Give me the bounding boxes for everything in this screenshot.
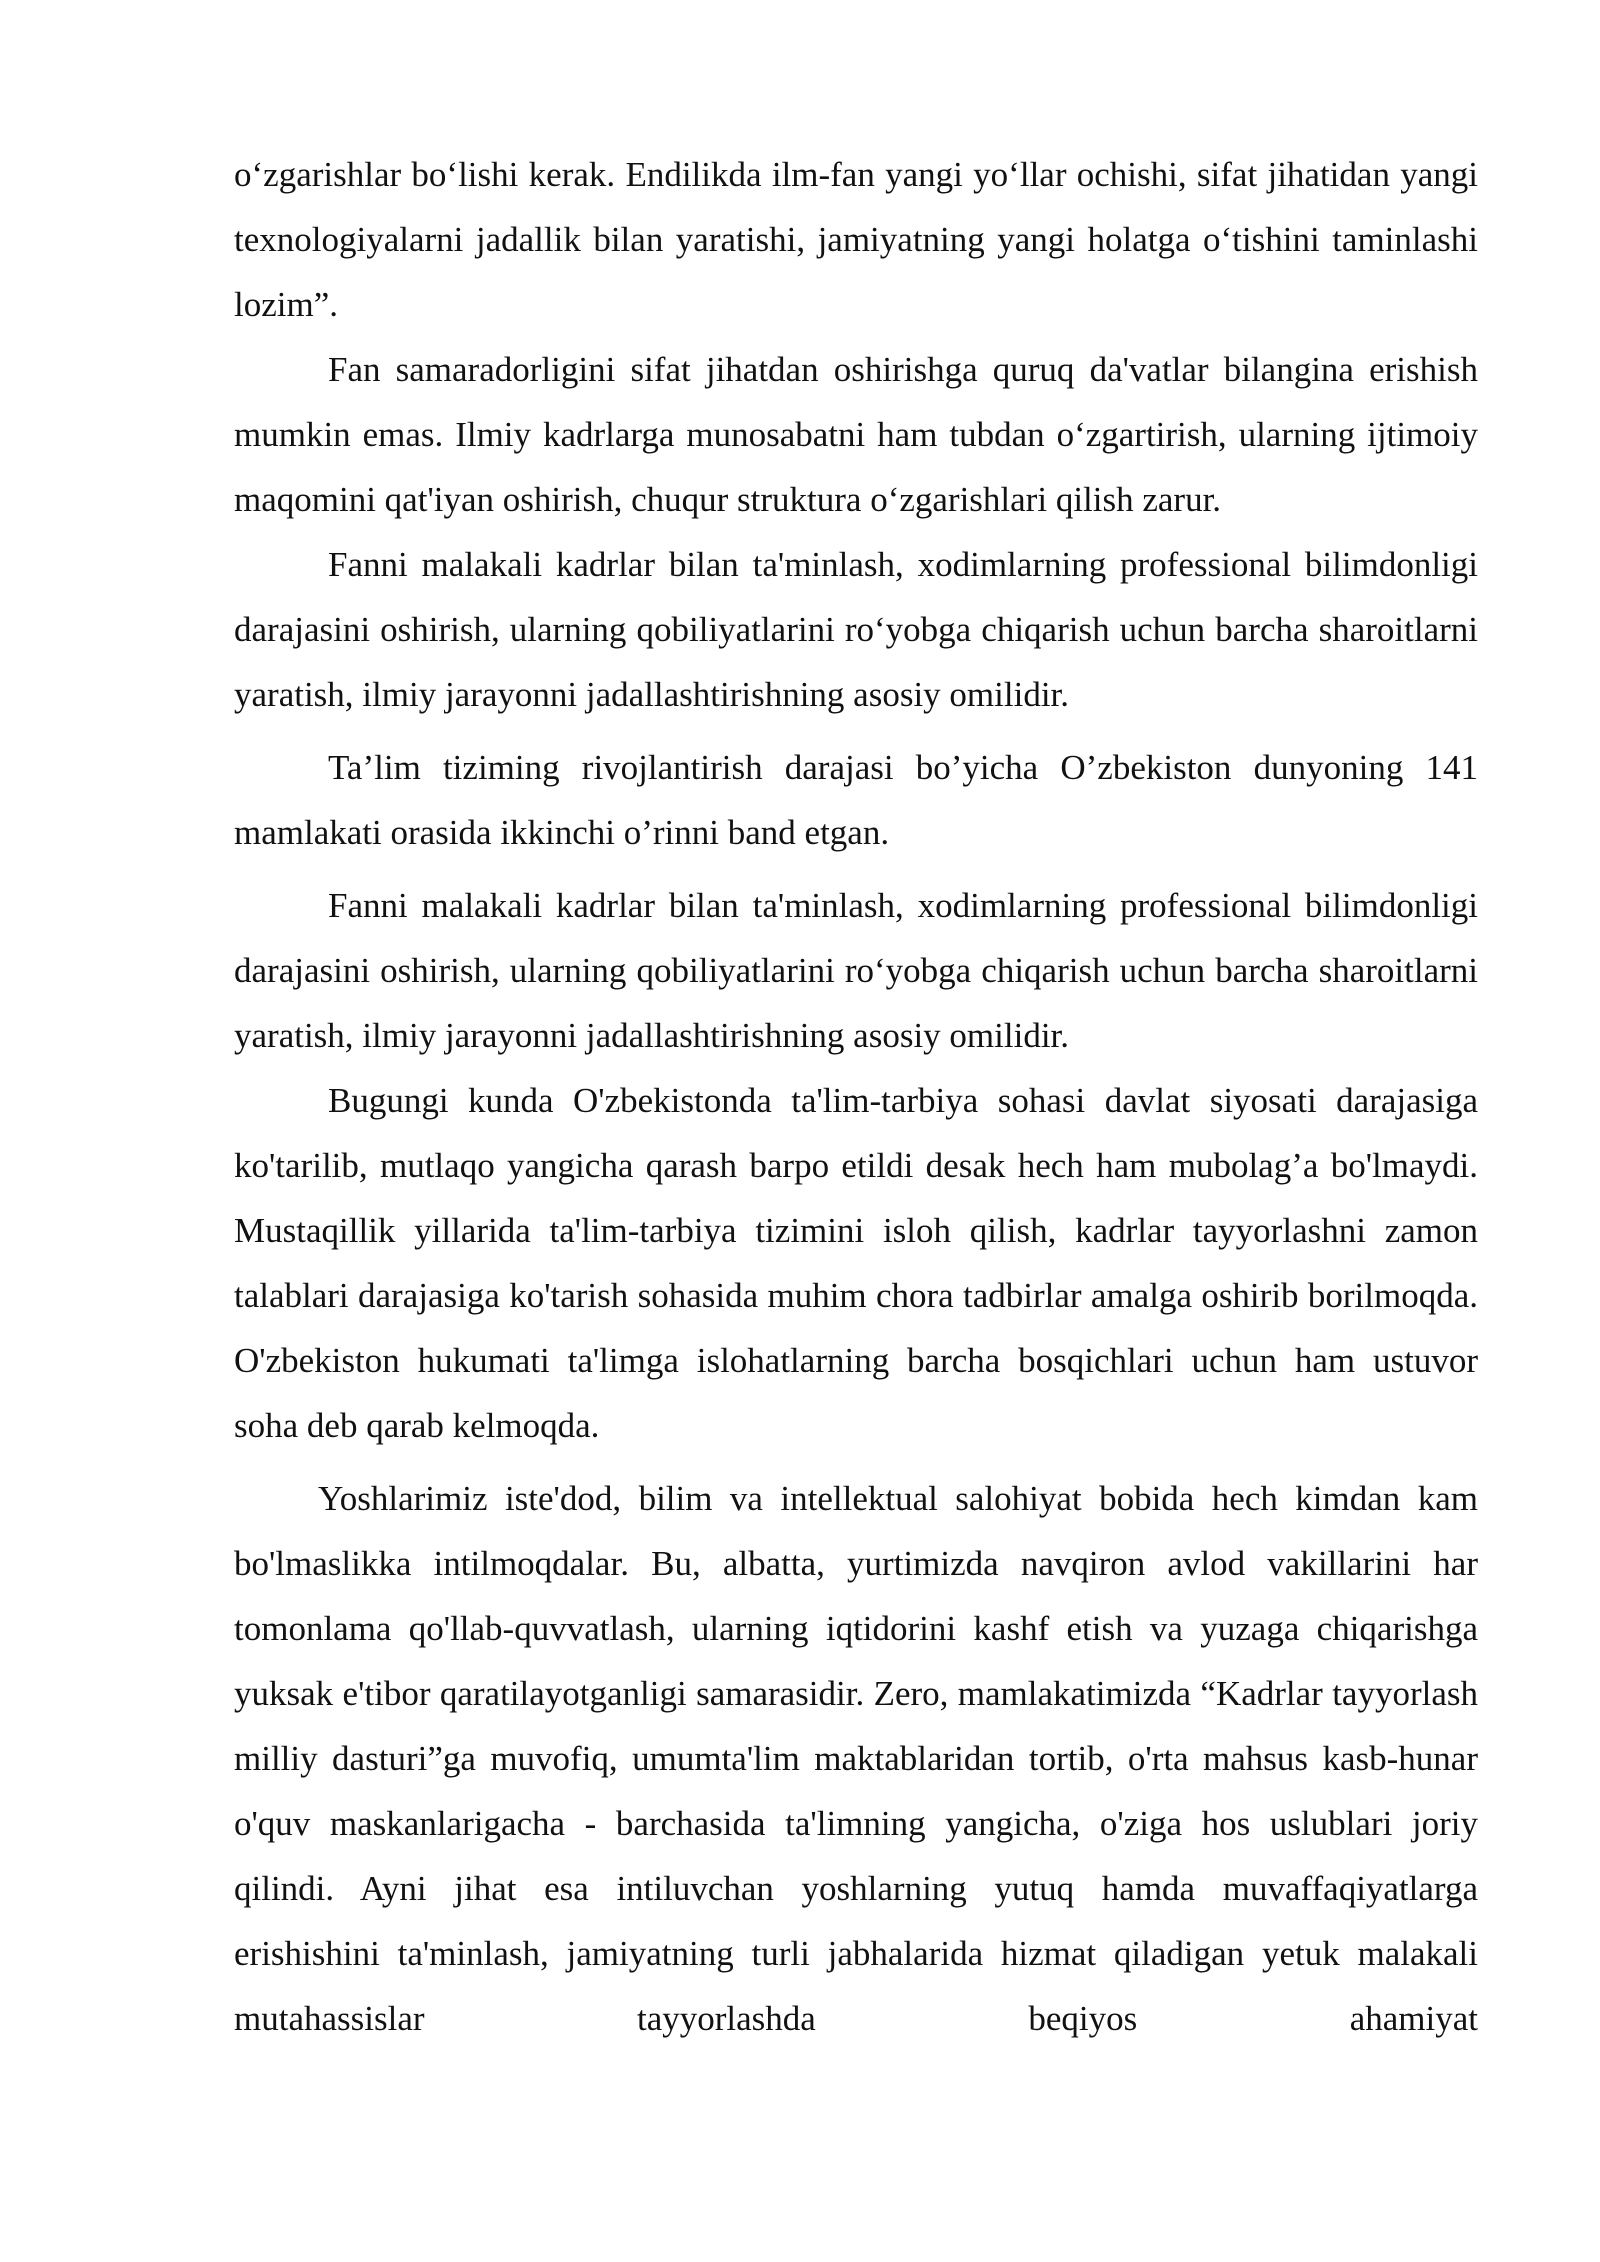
paragraph-continuation: o‘zgarishlar bo‘lishi kerak. Endilikda ilm-fan yangi yo‘llar ochishi, sifat jihatidan yangi texnologiyalarni jadallik bilan yaratishi, jamiyatning yangi holatga o‘tishini taminlashi lozim”. — [234, 155, 1478, 324]
paragraph-fanni-malakali-2: Fanni malakali kadrlar bilan ta'minlash, xodimlarning professional bilimdonligi darajasini oshirish, ularning qobiliyatlarini ro‘yobga chiqarish uchun barcha sharoitlarni yaratish, ilmiy jarayonni jadallashtirishning asosiy omilidir. — [234, 886, 1478, 1055]
paragraph-talim-tizimi: Ta’lim tiziming rivojlantirish darajasi bo’yicha O’zbekiston dunyoning 141 mamlakati orasida ikkinchi o’rinni band etgan. — [234, 748, 1478, 852]
document-body — [234, 142, 1478, 2051]
paragraph-yoshlarimiz: Yoshlarimiz iste'dod, bilim va intellektual salohiyat bobida hech kimdan kam bo'lmaslikka intilmoqdalar. Bu, albatta, yurtimizda navqiron avlod vakillarini har tomonlama qo'llab-quvvatlash, ularning iqtidorini kashf etish va yuzaga chiqarishga yuksak e'tibor qaratilayotganligi samarasidir. Zero, mamlakatimizda “Kadrlar tayyorlash milliy dasturi”ga muvofiq, umumta'lim maktablaridan tortib, o'rta mahsus kasb-hunar o'quv maskanlarigacha - barchasida ta'limning yangicha, o'ziga hos uslublari joriy qilindi. Ayni jihat esa intiluvchan yoshlarning yutuq hamda muvaffaqiyatlarga erishishini ta'minlash, jamiyatning turli jabhalarida hizmat qiladigan yetuk malakali mutahassislar tayyorlashda beqiyos ahamiyat — [234, 1479, 1478, 2038]
paragraph-fanni-malakali-1: Fanni malakali kadrlar bilan ta'minlash, xodimlarning professional bilimdonligi darajasini oshirish, ularning qobiliyatlarini ro‘yobga chiqarish uchun barcha sharoitlarni yaratish, ilmiy jarayonni jadallashtirishning asosiy omilidir. — [234, 545, 1478, 714]
paragraph-bugungi-kunda: Bugungi kunda O'zbekistonda ta'lim-tarbiya sohasi davlat siyosati darajasiga ko'tarilib, mutlaqo yangicha qarash barpo etildi desak hech ham mubolag’a bo'lmaydi. Mustaqillik yillarida ta'lim-tarbiya tizimini isloh qilish, kadrlar tayyorlashni zamon talablari darajasiga ko'tarish sohasida muhim chora tadbirlar amalga oshirib borilmoqda. O'zbekiston hukumati ta'limga islohatlarning barcha bosqichlari uchun ham ustuvor soha deb qarab kelmoqda. — [234, 1081, 1478, 1445]
paragraph-fan-samaradorligi: Fan samaradorligini sifat jihatdan oshirishga quruq da'vatlar bilangina erishish mumkin emas. Ilmiy kadrlarga munosabatni ham tubdan o‘zgartirish, ularning ijtimoiy maqomini qat'iyan oshirish, chuqur struktura o‘zgarishlari qilish zarur. — [234, 350, 1478, 519]
